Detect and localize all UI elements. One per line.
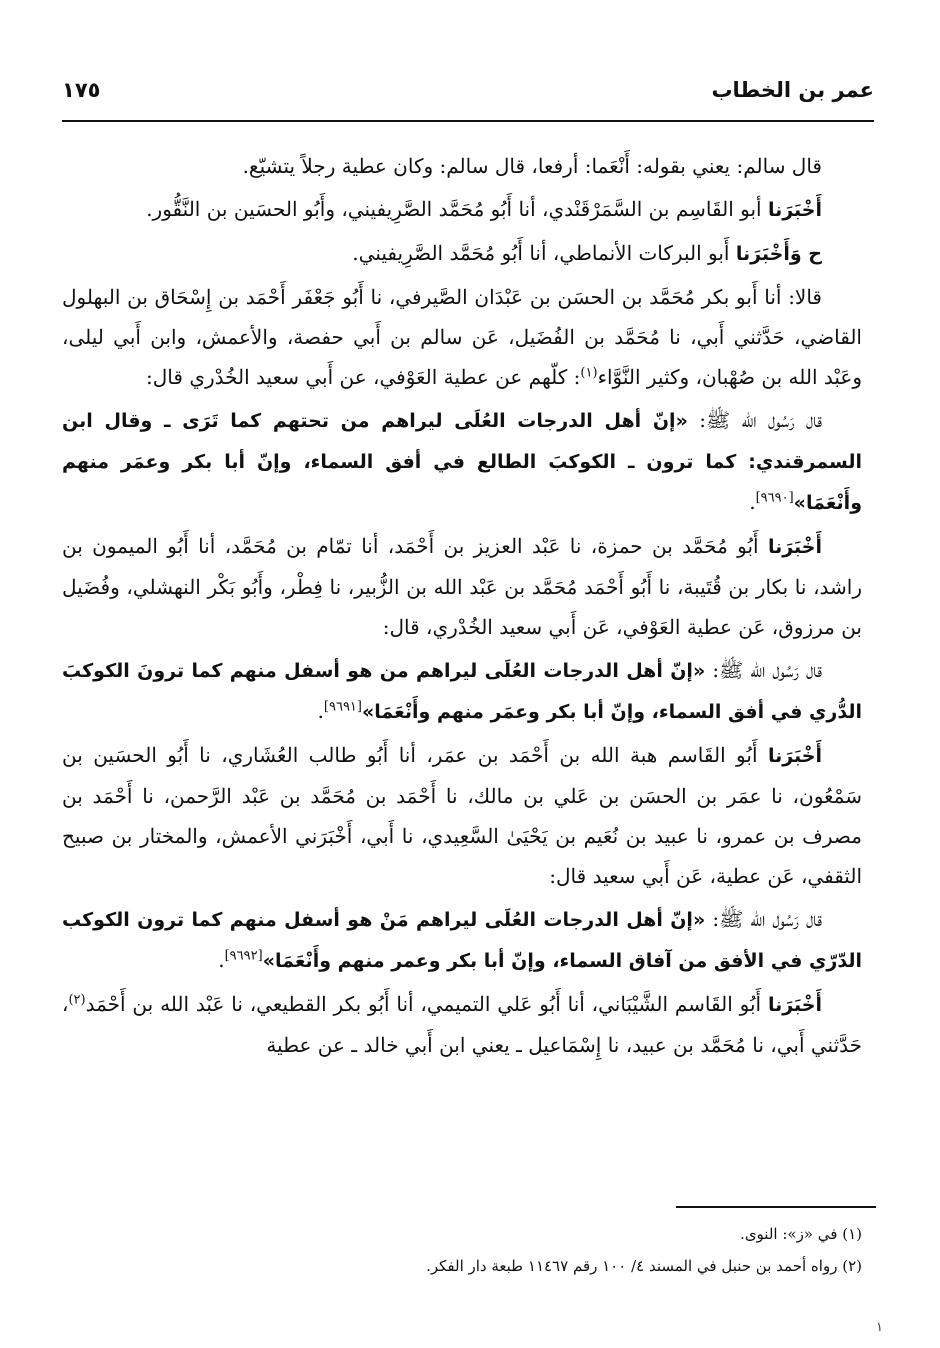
period: . [317,699,324,723]
hadith-number: [٩٦٩١] [323,699,362,715]
page-number: ١٧٥ [62,78,101,102]
paragraph-text: أَبو البركات الأنماطي، أنا أَبُو مُحَمَّد الصَّرِيفيني. [352,241,730,265]
paragraph [62,146,862,186]
paragraph [62,277,862,397]
hadith-intro: قال رَسُول الله ﷺ: [712,907,822,931]
corner-mark: ١ [876,1320,883,1335]
hadith-number: [٩٦٩٢] [224,948,263,964]
footnote [262,1250,862,1282]
footnote-number: (١) [842,1225,862,1243]
paragraph [62,189,862,230]
footnote-text: رواه أحمد بن حنبل في المسند ٤/ ١٠٠ رقم ١١٤٦٧ طبعة دار الفكر. [426,1257,838,1275]
footnote-ref: (٢) [68,992,86,1008]
hadith-text: «إنّ أهل الدرجات العُلَى ليراهم من تحتهم كما تَرَى ـ وقال ابن السمرقندي: كما ترون ـ الكوكبَ الطالع في أفق السماء، وإنّ أبا بكر وعمَر منهم وأَنْعَمَا» [62,410,862,514]
paragraph-text: أَبُو القَاسم الشَّيْبَاني، أنا أَبُو عَلي التميمي، أنا أَبُو بكر القطيعي، نا عَبْد الله بن أَحْمَد [85,992,762,1016]
paragraph-text: أَبُو القَاسم هبة الله بن أَحْمَد بن عمَر، أنا أَبُو طالب العُشَاري، نا أَبُو الحسَين بن سَمْعُون، نا عمَر بن الحسَن بن عَلي بن مالك، نا أَحْمَد بن مُحَمَّد بن عَبْد الرَّحمن، نا أَحْمَد بن مصرف بن عمرو، نا عبيد بن نُعَيم بن يَحْيَىٰ السَّعِيدي، نا أَبي، أَخْبَرَني الأعمش، والمختار بن صبيح الثقفي، عَن عطية، عَن أَبي سعيد قال: [62,743,862,888]
header-rule [62,120,874,122]
paragraph [62,233,862,274]
hadith-paragraph [62,400,862,523]
footnote-rule [676,1206,876,1208]
paragraph-text: قال سالم: يعني بقوله: أَنْعَما: أرفعا، قال سالم: وكان عطية رجلاً يتشيّع. [242,154,822,178]
transmission-lead: ح وَأَخْبَرَنا [735,243,822,265]
paragraph-text: أبو القَاسِم بن السَّمَرْقَنْدي، أنا أَبُو مُحَمَّد الصَّرِيفيني، وأَبُو الحسَين بن النَّقُّور. [146,197,762,221]
running-head [62,78,874,118]
transmission-lead: أَخْبَرَنا [767,536,822,558]
period: . [749,490,756,514]
hadith-paragraph [62,650,862,732]
paragraph-text-continued: : كلّهم عن عطية العَوْفي، عن أَبي سعيد الخُدْري قال: [146,365,581,389]
footnote-text: في «ز»: النوى. [740,1225,838,1243]
footnotes [262,1218,862,1282]
running-title: عمر بن الخطاب [711,78,874,102]
hadith-number: [٩٦٩٠] [755,490,794,506]
paragraph [62,735,862,896]
hadith-text: «إنّ أهل الدرجات العُلَى ليراهم من هو أسفل منهم كما ترونَ الكوكبَ الدُّري في أفق السماء، وإنّ أبا بكر وعمَر منهم وأَنْعَمَا» [62,660,862,723]
paragraph [62,526,862,647]
hadith-intro: قال رَسُول الله ﷺ: [712,658,822,682]
footnote [262,1218,862,1250]
transmission-lead: أَخْبَرَنا [767,745,822,767]
footnote-number: (٢) [842,1257,862,1275]
hadith-intro: قال رَسُول الله ﷺ: [699,408,822,432]
paragraph-text: قالا: أنا أَبو بكر مُحَمَّد بن الحسَن بن عَبْدَان الصَّيرفي، نا أَبُو جَعْفَر أَحْمَد بن إِسْحَاق بن البهلول القاضي، حَدَّثني أَبي، نا مُحَمَّد بن الفُضَيل، عَن سالم بن أَبي حفصة، والأعمش، وابن أَبي ليلى، وعَبْد الله بن صُهْبان، وكثير النَّوَّاء [62,285,862,389]
paragraph-text-continued: ، حَدَّثني أَبي، نا مُحَمَّد بن عبيد، نا إِسْمَاعيل ـ يعني ابن أَبي خالد ـ عن عطية [62,992,862,1057]
transmission-lead: أَخْبَرَنا [767,994,823,1016]
main-text [62,146,862,1068]
period: . [218,948,225,972]
hadith-text: «إنّ أهل الدرجات العُلَى ليراهم مَنْ هو أسفل منهم كما ترون الكوكب الدّرّي في الأفق من آفاق السماء، وإنّ أبا بكر وعمر منهم وأَنْعَمَا» [62,909,862,972]
footnote-ref: (١) [580,365,598,381]
hadith-paragraph [62,899,862,981]
paragraph [62,984,862,1065]
paragraph-text: أَبُو مُحَمَّد بن حمزة، نا عَبْد العزيز بن أَحْمَد، أنا تمّام بن مُحَمَّد، أنا أَبُو الميمون بن راشد، نا بكار بن قُتَيبة، نا أَبُو أَحْمَد مُحَمَّد بن عَبْد الله بن الزُّبير، نا فِطْر، وأَبُو بَكْر النهشلي، وفُضَيل بن مرزوق، عَن عطية العَوْفي، عَن أَبي سعيد الخُدْري، قال: [62,534,862,639]
transmission-lead: أَخْبَرَنا [767,199,822,221]
